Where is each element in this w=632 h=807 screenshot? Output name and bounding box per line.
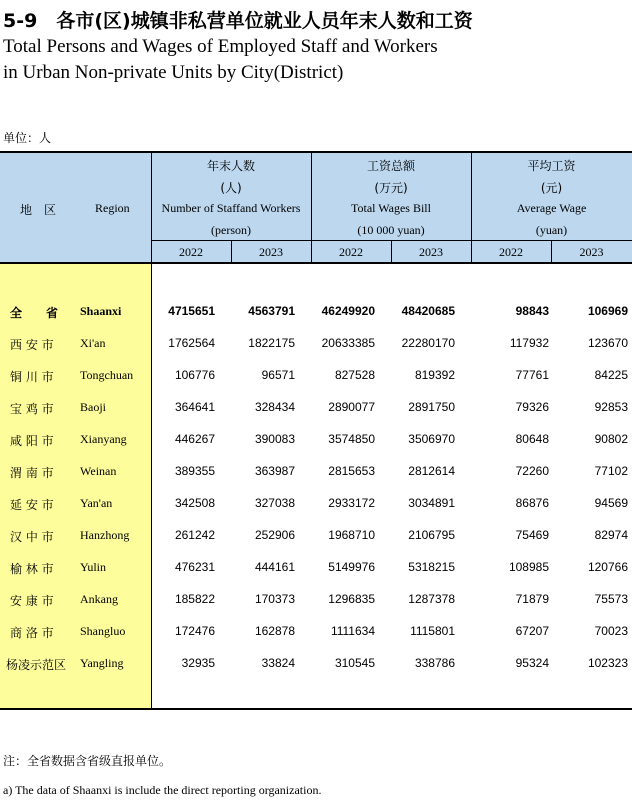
group-header-en: Number of Staffand Workers (161, 201, 301, 215)
cell-persons-2022: 185822 (174, 592, 215, 606)
table-row (0, 398, 632, 418)
cell-wages-2022: 46249920 (321, 304, 375, 318)
cell-persons-2022: 4715651 (168, 304, 215, 318)
cell-avg-2023: 102323 (587, 656, 628, 670)
year-header: 2022 (339, 245, 363, 259)
region-name-en: Shaanxi (80, 304, 122, 318)
table-row-total (0, 302, 632, 322)
cell-avg-2022: 86876 (515, 496, 549, 510)
cell-wages-2022: 1111634 (330, 624, 375, 638)
region-name-en: Yulin (80, 560, 107, 574)
region-name-en: Tongchuan (80, 368, 134, 382)
region-name-en: Yan'an (80, 496, 113, 510)
region-name-en: Shangluo (80, 624, 126, 638)
cell-wages-2023: 5318215 (408, 560, 455, 574)
region-name-cn: 宝 鸡 市 (10, 402, 54, 416)
page-title-en-line2: in Urban Non-private Units by City(District) (3, 62, 344, 83)
group-header-unit-en: (yuan) (535, 223, 568, 237)
cell-wages-2023: 48420685 (401, 304, 455, 318)
table-row (0, 590, 632, 610)
region-column-background (0, 263, 151, 709)
cell-avg-2022: 72260 (515, 464, 549, 478)
region-header-en: Region (95, 201, 130, 215)
cell-wages-2022: 2890077 (328, 400, 375, 414)
cell-wages-2022: 310545 (334, 656, 375, 670)
region-name-cn: 榆 林 市 (10, 562, 54, 576)
cell-avg-2022: 67207 (515, 624, 549, 638)
region-name-cn: 商 洛 市 (10, 626, 54, 640)
table-row (0, 654, 632, 674)
table-row (0, 526, 632, 546)
cell-avg-2023: 90802 (594, 432, 628, 446)
cell-wages-2023: 2891750 (408, 400, 455, 414)
region-name-cn: 杨凌示范区 (6, 658, 67, 672)
year-header: 2023 (259, 245, 283, 259)
table-bottom-rule (0, 708, 632, 710)
cell-persons-2022: 364641 (174, 400, 215, 414)
footnote-en: a) The data of Shaanxi is include the direct reporting organization. (3, 783, 322, 797)
cell-persons-2022: 261242 (174, 528, 215, 542)
region-name-en: Ankang (80, 592, 118, 606)
cell-wages-2022: 2815653 (328, 464, 375, 478)
region-name-en: Hanzhong (80, 528, 130, 542)
cell-wages-2023: 819392 (414, 368, 455, 382)
cell-persons-2023: 390083 (254, 432, 295, 446)
region-name-en: Baoji (80, 400, 106, 414)
table-row (0, 462, 632, 482)
year-header: 2022 (179, 245, 203, 259)
table-row (0, 334, 632, 354)
cell-avg-2022: 95324 (515, 656, 549, 670)
year-header: 2022 (499, 245, 523, 259)
cell-wages-2023: 2106795 (408, 528, 455, 542)
group-header-cn: 平均工资 (527, 159, 576, 173)
cell-avg-2023: 106969 (587, 304, 628, 318)
region-name-cn: 咸 阳 市 (10, 434, 54, 448)
group-header-unit-en: (person) (211, 223, 251, 237)
cell-wages-2023: 2812614 (408, 464, 455, 478)
table-row (0, 558, 632, 578)
region-name-cn: 汉 中 市 (10, 530, 54, 544)
cell-avg-2023: 75573 (594, 592, 628, 606)
cell-wages-2022: 1296835 (328, 592, 375, 606)
group-header-en: Total Wages Bill (351, 201, 431, 215)
group-header-unit-cn: (人) (220, 181, 242, 195)
header-bottom-rule (0, 262, 632, 264)
page-title-cn: 5-9 各市(区)城镇非私营单位就业人员年末人数和工资 (3, 10, 473, 32)
cell-persons-2022: 476231 (174, 560, 215, 574)
cell-avg-2022: 77761 (515, 368, 549, 382)
cell-avg-2023: 94569 (594, 496, 628, 510)
region-name-en: Xianyang (80, 432, 127, 446)
cell-wages-2023: 3506970 (408, 432, 455, 446)
cell-avg-2022: 98843 (515, 304, 549, 318)
cell-avg-2022: 75469 (515, 528, 549, 542)
cell-persons-2023: 444161 (254, 560, 295, 574)
region-name-cn: 安 康 市 (10, 594, 54, 608)
group-header-en: Average Wage (516, 201, 587, 215)
cell-persons-2022: 342508 (174, 496, 215, 510)
cell-wages-2022: 5149976 (328, 560, 375, 574)
cell-persons-2023: 170373 (254, 592, 295, 606)
cell-wages-2023: 1115801 (410, 624, 455, 638)
cell-persons-2023: 328434 (254, 400, 295, 414)
region-name-en: Weinan (80, 464, 117, 478)
cell-avg-2023: 120766 (587, 560, 628, 574)
region-name-en: Yangling (80, 656, 124, 670)
cell-persons-2023: 96571 (261, 368, 295, 382)
region-header-cn: 地 区 (20, 203, 57, 217)
cell-persons-2022: 32935 (181, 656, 215, 670)
group-header-unit-en: (10 000 yuan) (357, 223, 425, 237)
cell-avg-2023: 82974 (594, 528, 628, 542)
cell-persons-2023: 1822175 (248, 336, 295, 350)
cell-avg-2022: 79326 (515, 400, 549, 414)
cell-wages-2023: 3034891 (408, 496, 455, 510)
cell-wages-2022: 20633385 (321, 336, 375, 350)
cell-wages-2022: 1968710 (328, 528, 375, 542)
cell-avg-2022: 108985 (508, 560, 549, 574)
page-title-en-line1: Total Persons and Wages of Employed Staff and Workers (3, 36, 438, 57)
cell-persons-2023: 4563791 (248, 304, 295, 318)
region-name-cn: 延 安 市 (10, 498, 54, 512)
cell-persons-2023: 327038 (254, 496, 295, 510)
cell-wages-2023: 1287378 (408, 592, 455, 606)
region-name-cn: 全 省 (10, 306, 59, 320)
cell-persons-2022: 106776 (174, 368, 215, 382)
year-header: 2023 (419, 245, 443, 259)
group-header-unit-cn: (元) (540, 181, 563, 195)
cell-persons-2023: 33824 (261, 656, 295, 670)
cell-wages-2023: 22280170 (401, 336, 455, 350)
year-header: 2023 (579, 245, 604, 259)
table-row (0, 622, 632, 642)
cell-wages-2022: 827528 (334, 368, 375, 382)
cell-avg-2022: 117932 (509, 336, 549, 350)
table-top-rule (0, 151, 632, 153)
footnote-cn: 注：全省数据含省级直报单位。 (3, 754, 172, 768)
region-name-cn: 西 安 市 (10, 338, 54, 352)
group-header-cn: 年末人数 (206, 159, 255, 173)
cell-avg-2023: 70023 (594, 624, 628, 638)
cell-wages-2022: 3574850 (328, 432, 375, 446)
cell-avg-2022: 80648 (515, 432, 549, 446)
cell-persons-2022: 172476 (174, 624, 215, 638)
group-header-cn: 工资总额 (366, 159, 415, 173)
cell-avg-2023: 92853 (594, 400, 628, 414)
table-row (0, 494, 632, 514)
cell-avg-2022: 71879 (515, 592, 549, 606)
cell-wages-2022: 2933172 (328, 496, 375, 510)
region-name-cn: 渭 南 市 (10, 466, 54, 480)
cell-persons-2022: 1762564 (168, 336, 215, 350)
table-row (0, 430, 632, 450)
cell-persons-2023: 363987 (254, 464, 295, 478)
cell-avg-2023: 123670 (587, 336, 628, 350)
cell-persons-2022: 446267 (174, 432, 215, 446)
cell-avg-2023: 77102 (594, 464, 628, 478)
cell-avg-2023: 84225 (594, 368, 628, 382)
region-name-en: Xi'an (80, 336, 106, 350)
group-header-unit-cn: (万元) (374, 181, 408, 195)
cell-persons-2022: 389355 (174, 464, 215, 478)
cell-wages-2023: 338786 (414, 656, 455, 670)
cell-persons-2023: 252906 (254, 528, 295, 542)
cell-persons-2023: 162878 (254, 624, 295, 638)
region-name-cn: 铜 川 市 (10, 370, 54, 384)
unit-label: 单位：人 (3, 131, 52, 145)
table-row (0, 366, 632, 386)
